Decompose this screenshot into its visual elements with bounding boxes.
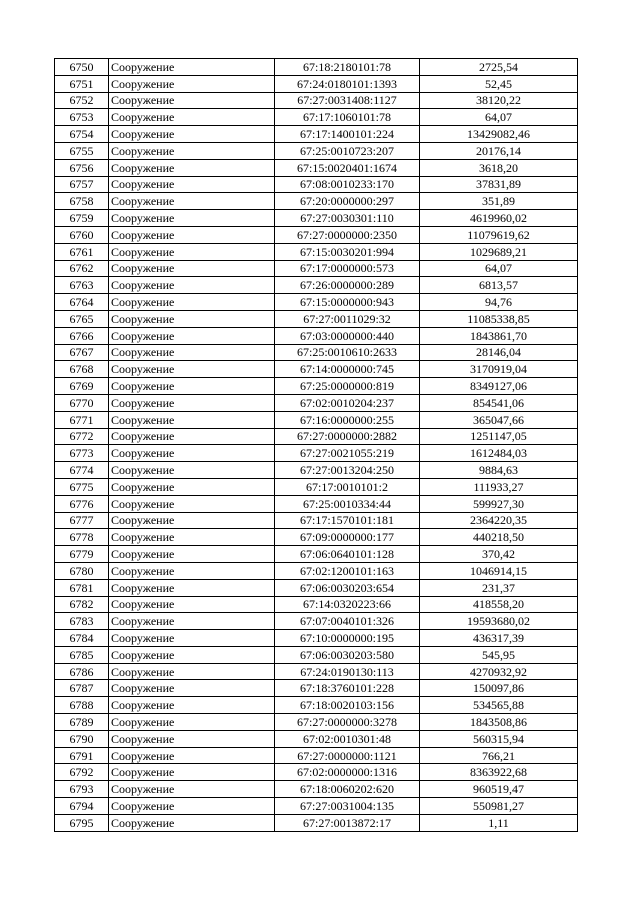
object-type-cell: Сооружение	[109, 697, 275, 714]
table-row	[55, 109, 578, 126]
cadastral-value-cell: 365047,66	[420, 411, 578, 428]
row-number-cell: 6762	[55, 260, 109, 277]
cadastral-value-cell: 766,21	[420, 747, 578, 764]
cadastral-number-cell: 67:27:0000000:1121	[275, 747, 420, 764]
cadastral-number-cell: 67:15:0030201:994	[275, 243, 420, 260]
registry-table-body	[55, 59, 578, 832]
cadastral-number-cell: 67:16:0000000:255	[275, 411, 420, 428]
table-row	[55, 798, 578, 815]
object-type-cell: Сооружение	[109, 613, 275, 630]
cadastral-number-cell: 67:20:0000000:297	[275, 193, 420, 210]
cadastral-value-cell: 94,76	[420, 294, 578, 311]
cadastral-number-cell: 67:02:0010204:237	[275, 394, 420, 411]
cadastral-number-cell: 67:17:0000000:573	[275, 260, 420, 277]
cadastral-number-cell: 67:27:0013872:17	[275, 814, 420, 831]
row-number-cell: 6751	[55, 75, 109, 92]
table-row	[55, 747, 578, 764]
row-number-cell: 6780	[55, 562, 109, 579]
object-type-cell: Сооружение	[109, 176, 275, 193]
table-row	[55, 697, 578, 714]
table-row	[55, 529, 578, 546]
cadastral-value-cell: 4270932,92	[420, 663, 578, 680]
object-type-cell: Сооружение	[109, 445, 275, 462]
cadastral-number-cell: 67:18:0020103:156	[275, 697, 420, 714]
row-number-cell: 6767	[55, 344, 109, 361]
table-row	[55, 562, 578, 579]
cadastral-number-cell: 67:24:0180101:1393	[275, 75, 420, 92]
cadastral-value-cell: 370,42	[420, 546, 578, 563]
object-type-cell: Сооружение	[109, 59, 275, 76]
row-number-cell: 6789	[55, 714, 109, 731]
cadastral-value-cell: 19593680,02	[420, 613, 578, 630]
object-type-cell: Сооружение	[109, 193, 275, 210]
cadastral-value-cell: 111933,27	[420, 478, 578, 495]
cadastral-value-cell: 64,07	[420, 109, 578, 126]
row-number-cell: 6765	[55, 310, 109, 327]
cadastral-value-cell: 4619960,02	[420, 210, 578, 227]
object-type-cell: Сооружение	[109, 814, 275, 831]
table-row	[55, 428, 578, 445]
table-row	[55, 663, 578, 680]
cadastral-number-cell: 67:02:0010301:48	[275, 730, 420, 747]
object-type-cell: Сооружение	[109, 260, 275, 277]
row-number-cell: 6781	[55, 579, 109, 596]
cadastral-value-cell: 231,37	[420, 579, 578, 596]
table-row	[55, 243, 578, 260]
row-number-cell: 6785	[55, 646, 109, 663]
object-type-cell: Сооружение	[109, 142, 275, 159]
object-type-cell: Сооружение	[109, 764, 275, 781]
cadastral-value-cell: 52,45	[420, 75, 578, 92]
row-number-cell: 6750	[55, 59, 109, 76]
object-type-cell: Сооружение	[109, 226, 275, 243]
cadastral-number-cell: 67:10:0000000:195	[275, 630, 420, 647]
table-row	[55, 142, 578, 159]
cadastral-value-cell: 37831,89	[420, 176, 578, 193]
table-row	[55, 546, 578, 563]
row-number-cell: 6773	[55, 445, 109, 462]
object-type-cell: Сооружение	[109, 126, 275, 143]
table-row	[55, 294, 578, 311]
cadastral-value-cell: 6813,57	[420, 277, 578, 294]
table-row	[55, 495, 578, 512]
table-row	[55, 226, 578, 243]
cadastral-number-cell: 67:25:0010334:44	[275, 495, 420, 512]
cadastral-number-cell: 67:15:0000000:943	[275, 294, 420, 311]
cadastral-number-cell: 67:06:0030203:654	[275, 579, 420, 596]
object-type-cell: Сооружение	[109, 159, 275, 176]
object-type-cell: Сооружение	[109, 478, 275, 495]
table-row	[55, 680, 578, 697]
row-number-cell: 6774	[55, 462, 109, 479]
cadastral-value-cell: 1843861,70	[420, 327, 578, 344]
table-row	[55, 646, 578, 663]
table-row	[55, 411, 578, 428]
table-row	[55, 781, 578, 798]
row-number-cell: 6795	[55, 814, 109, 831]
object-type-cell: Сооружение	[109, 327, 275, 344]
cadastral-number-cell: 67:27:0000000:2350	[275, 226, 420, 243]
table-row	[55, 478, 578, 495]
object-type-cell: Сооружение	[109, 529, 275, 546]
row-number-cell: 6792	[55, 764, 109, 781]
cadastral-number-cell: 67:24:0190130:113	[275, 663, 420, 680]
row-number-cell: 6764	[55, 294, 109, 311]
object-type-cell: Сооружение	[109, 546, 275, 563]
cadastral-number-cell: 67:17:1060101:78	[275, 109, 420, 126]
cadastral-value-cell: 8363922,68	[420, 764, 578, 781]
row-number-cell: 6755	[55, 142, 109, 159]
object-type-cell: Сооружение	[109, 294, 275, 311]
object-type-cell: Сооружение	[109, 646, 275, 663]
cadastral-value-cell: 1,11	[420, 814, 578, 831]
cadastral-value-cell: 440218,50	[420, 529, 578, 546]
object-type-cell: Сооружение	[109, 411, 275, 428]
table-row	[55, 378, 578, 395]
row-number-cell: 6766	[55, 327, 109, 344]
object-type-cell: Сооружение	[109, 428, 275, 445]
object-type-cell: Сооружение	[109, 243, 275, 260]
row-number-cell: 6771	[55, 411, 109, 428]
cadastral-value-cell: 854541,06	[420, 394, 578, 411]
cadastral-value-cell: 150097,86	[420, 680, 578, 697]
cadastral-number-cell: 67:25:0010723:207	[275, 142, 420, 159]
object-type-cell: Сооружение	[109, 579, 275, 596]
cadastral-number-cell: 67:25:0000000:819	[275, 378, 420, 395]
cadastral-value-cell: 545,95	[420, 646, 578, 663]
table-row	[55, 361, 578, 378]
cadastral-number-cell: 67:27:0011029:32	[275, 310, 420, 327]
object-type-cell: Сооружение	[109, 310, 275, 327]
object-type-cell: Сооружение	[109, 462, 275, 479]
row-number-cell: 6779	[55, 546, 109, 563]
object-type-cell: Сооружение	[109, 630, 275, 647]
cadastral-value-cell: 20176,14	[420, 142, 578, 159]
row-number-cell: 6761	[55, 243, 109, 260]
object-type-cell: Сооружение	[109, 747, 275, 764]
object-type-cell: Сооружение	[109, 680, 275, 697]
table-row	[55, 512, 578, 529]
row-number-cell: 6775	[55, 478, 109, 495]
cadastral-number-cell: 67:14:0000000:745	[275, 361, 420, 378]
cadastral-number-cell: 67:17:1570101:181	[275, 512, 420, 529]
object-type-cell: Сооружение	[109, 344, 275, 361]
table-row	[55, 126, 578, 143]
cadastral-number-cell: 67:27:0031004:135	[275, 798, 420, 815]
table-row	[55, 277, 578, 294]
row-number-cell: 6769	[55, 378, 109, 395]
cadastral-value-cell: 550981,27	[420, 798, 578, 815]
table-row	[55, 764, 578, 781]
cadastral-value-cell: 11085338,85	[420, 310, 578, 327]
cadastral-number-cell: 67:27:0000000:2882	[275, 428, 420, 445]
row-number-cell: 6757	[55, 176, 109, 193]
table-row	[55, 730, 578, 747]
cadastral-number-cell: 67:27:0031408:1127	[275, 92, 420, 109]
cadastral-number-cell: 67:27:0030301:110	[275, 210, 420, 227]
cadastral-value-cell: 1843508,86	[420, 714, 578, 731]
table-row	[55, 814, 578, 831]
table-row	[55, 445, 578, 462]
cadastral-value-cell: 960519,47	[420, 781, 578, 798]
cadastral-value-cell: 436317,39	[420, 630, 578, 647]
object-type-cell: Сооружение	[109, 596, 275, 613]
cadastral-number-cell: 67:09:0000000:177	[275, 529, 420, 546]
cadastral-number-cell: 67:17:0010101:2	[275, 478, 420, 495]
cadastral-value-cell: 38120,22	[420, 92, 578, 109]
object-type-cell: Сооружение	[109, 210, 275, 227]
row-number-cell: 6777	[55, 512, 109, 529]
cadastral-value-cell: 9884,63	[420, 462, 578, 479]
row-number-cell: 6776	[55, 495, 109, 512]
cadastral-number-cell: 67:14:0320223:66	[275, 596, 420, 613]
cadastral-value-cell: 64,07	[420, 260, 578, 277]
cadastral-value-cell: 418558,20	[420, 596, 578, 613]
row-number-cell: 6763	[55, 277, 109, 294]
cadastral-number-cell: 67:02:0000000:1316	[275, 764, 420, 781]
cadastral-number-cell: 67:02:1200101:163	[275, 562, 420, 579]
object-type-cell: Сооружение	[109, 730, 275, 747]
row-number-cell: 6783	[55, 613, 109, 630]
table-row	[55, 714, 578, 731]
table-row	[55, 92, 578, 109]
cadastral-number-cell: 67:17:1400101:224	[275, 126, 420, 143]
table-row	[55, 193, 578, 210]
cadastral-number-cell: 67:18:0060202:620	[275, 781, 420, 798]
cadastral-value-cell: 599927,30	[420, 495, 578, 512]
table-row	[55, 344, 578, 361]
table-row	[55, 462, 578, 479]
cadastral-number-cell: 67:26:0000000:289	[275, 277, 420, 294]
cadastral-number-cell: 67:03:0000000:440	[275, 327, 420, 344]
object-type-cell: Сооружение	[109, 378, 275, 395]
table-row	[55, 75, 578, 92]
table-row	[55, 613, 578, 630]
cadastral-number-cell: 67:07:0040101:326	[275, 613, 420, 630]
cadastral-number-cell: 67:27:0000000:3278	[275, 714, 420, 731]
cadastral-value-cell: 1029689,21	[420, 243, 578, 260]
row-number-cell: 6787	[55, 680, 109, 697]
row-number-cell: 6778	[55, 529, 109, 546]
cadastral-value-cell: 1251147,05	[420, 428, 578, 445]
cadastral-value-cell: 13429082,46	[420, 126, 578, 143]
object-type-cell: Сооружение	[109, 394, 275, 411]
object-type-cell: Сооружение	[109, 512, 275, 529]
row-number-cell: 6784	[55, 630, 109, 647]
cadastral-value-cell: 3170919,04	[420, 361, 578, 378]
cadastral-number-cell: 67:08:0010233:170	[275, 176, 420, 193]
table-row	[55, 310, 578, 327]
object-type-cell: Сооружение	[109, 92, 275, 109]
object-type-cell: Сооружение	[109, 562, 275, 579]
table-row	[55, 394, 578, 411]
table-row	[55, 327, 578, 344]
cadastral-value-cell: 2725,54	[420, 59, 578, 76]
table-row	[55, 210, 578, 227]
object-type-cell: Сооружение	[109, 495, 275, 512]
table-row	[55, 260, 578, 277]
row-number-cell: 6753	[55, 109, 109, 126]
row-number-cell: 6759	[55, 210, 109, 227]
cadastral-number-cell: 67:25:0010610:2633	[275, 344, 420, 361]
row-number-cell: 6794	[55, 798, 109, 815]
object-type-cell: Сооружение	[109, 663, 275, 680]
cadastral-number-cell: 67:06:0640101:128	[275, 546, 420, 563]
cadastral-number-cell: 67:15:0020401:1674	[275, 159, 420, 176]
row-number-cell: 6786	[55, 663, 109, 680]
row-number-cell: 6791	[55, 747, 109, 764]
cadastral-number-cell: 67:27:0013204:250	[275, 462, 420, 479]
row-number-cell: 6752	[55, 92, 109, 109]
table-row	[55, 630, 578, 647]
row-number-cell: 6788	[55, 697, 109, 714]
cadastral-value-cell: 534565,88	[420, 697, 578, 714]
registry-table	[54, 58, 578, 832]
cadastral-value-cell: 8349127,06	[420, 378, 578, 395]
cadastral-value-cell: 1046914,15	[420, 562, 578, 579]
cadastral-value-cell: 351,89	[420, 193, 578, 210]
cadastral-number-cell: 67:27:0021055:219	[275, 445, 420, 462]
row-number-cell: 6782	[55, 596, 109, 613]
row-number-cell: 6768	[55, 361, 109, 378]
cadastral-value-cell: 3618,20	[420, 159, 578, 176]
cadastral-value-cell: 28146,04	[420, 344, 578, 361]
object-type-cell: Сооружение	[109, 109, 275, 126]
object-type-cell: Сооружение	[109, 277, 275, 294]
table-row	[55, 159, 578, 176]
row-number-cell: 6756	[55, 159, 109, 176]
row-number-cell: 6754	[55, 126, 109, 143]
table-row	[55, 176, 578, 193]
row-number-cell: 6770	[55, 394, 109, 411]
cadastral-number-cell: 67:18:3760101:228	[275, 680, 420, 697]
object-type-cell: Сооружение	[109, 361, 275, 378]
row-number-cell: 6758	[55, 193, 109, 210]
cadastral-value-cell: 1612484,03	[420, 445, 578, 462]
row-number-cell: 6790	[55, 730, 109, 747]
row-number-cell: 6760	[55, 226, 109, 243]
cadastral-number-cell: 67:06:0030203:580	[275, 646, 420, 663]
cadastral-number-cell: 67:18:2180101:78	[275, 59, 420, 76]
row-number-cell: 6772	[55, 428, 109, 445]
table-row	[55, 59, 578, 76]
object-type-cell: Сооружение	[109, 75, 275, 92]
cadastral-value-cell: 560315,94	[420, 730, 578, 747]
object-type-cell: Сооружение	[109, 798, 275, 815]
object-type-cell: Сооружение	[109, 714, 275, 731]
table-row	[55, 596, 578, 613]
row-number-cell: 6793	[55, 781, 109, 798]
table-row	[55, 579, 578, 596]
cadastral-value-cell: 11079619,62	[420, 226, 578, 243]
object-type-cell: Сооружение	[109, 781, 275, 798]
cadastral-value-cell: 2364220,35	[420, 512, 578, 529]
